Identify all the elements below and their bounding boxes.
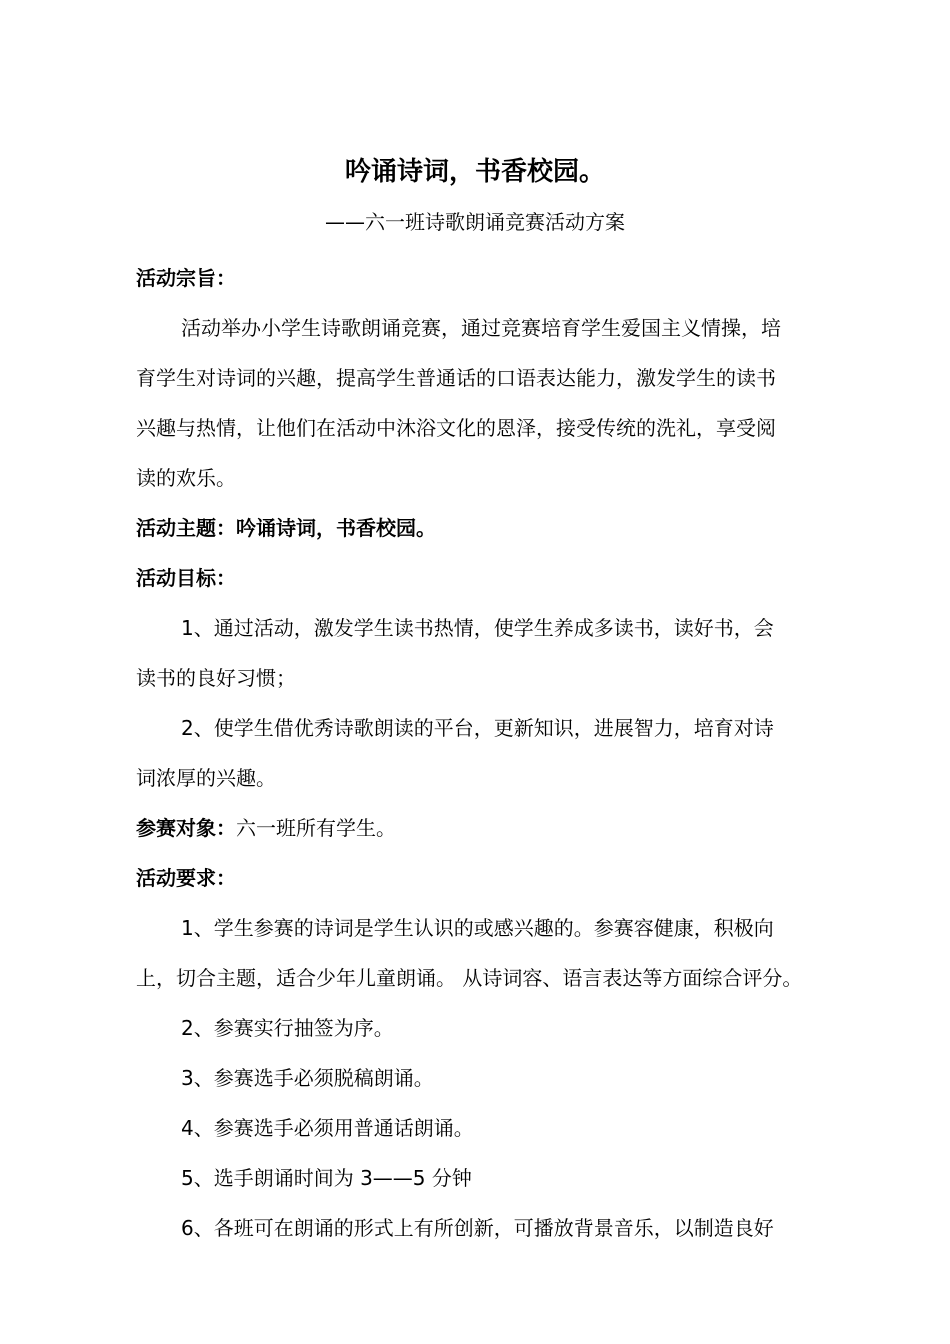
requirements-heading: 活动要求： (136, 866, 236, 890)
requirement-item-5: 5、选手朗诵时间为 3——5 分钟 (181, 1166, 472, 1190)
requirement-item-6: 6、各班可在朗诵的形式上有所创新，可播放背景音乐，以制造良好 (181, 1216, 774, 1240)
theme-value: 吟诵诗词，书香校园。 (236, 516, 436, 540)
participants-heading: 参赛对象： (136, 816, 236, 840)
goal-item-2-cont: 词浓厚的兴趣。 (136, 766, 276, 790)
goal-item-2: 2、使学生借优秀诗歌朗读的平台，更新知识，进展智力，培育对诗 (181, 716, 774, 740)
goal-item-1-cont: 读书的良好习惯； (136, 666, 296, 690)
requirement-item-1: 1、学生参赛的诗词是学生认识的或感兴趣的。参赛容健康，积极向 (181, 916, 774, 940)
requirement-item-2: 2、参赛实行抽签为序。 (181, 1016, 394, 1040)
goal-item-1: 1、通过活动，激发学生读书热情，使学生养成多读书，读好书，会 (181, 616, 774, 640)
theme-line (136, 503, 896, 553)
document-body (136, 253, 896, 1253)
participants-value: 六一班所有学生。 (236, 816, 396, 840)
requirement-item-1-cont: 上，切合主题，适合少年儿童朗诵。 从诗词容、语言表达等方面综合评分。 (136, 966, 803, 990)
document-subtitle: ——六一班诗歌朗诵竞赛活动方案 (325, 210, 625, 234)
purpose-heading: 活动宗旨： (136, 266, 236, 290)
purpose-line: 活动举办小学生诗歌朗诵竞赛，通过竞赛培育学生爱国主义情操，培 (181, 316, 781, 340)
purpose-line: 读的欢乐。 (136, 466, 236, 490)
requirement-item-3: 3、参赛选手必须脱稿朗诵。 (181, 1066, 434, 1090)
goals-heading: 活动目标： (136, 566, 236, 590)
purpose-line: 育学生对诗词的兴趣，提高学生普通话的口语表达能力，激发学生的读书 (136, 366, 776, 390)
participants-line (136, 803, 896, 853)
document-title: 吟诵诗词，书香校园。 (344, 157, 605, 187)
requirement-item-4: 4、参赛选手必须用普通话朗诵。 (181, 1116, 474, 1140)
purpose-line: 兴趣与热情，让他们在活动中沐浴文化的恩泽，接受传统的洗礼，享受阅 (136, 416, 776, 440)
theme-heading: 活动主题： (136, 516, 236, 540)
